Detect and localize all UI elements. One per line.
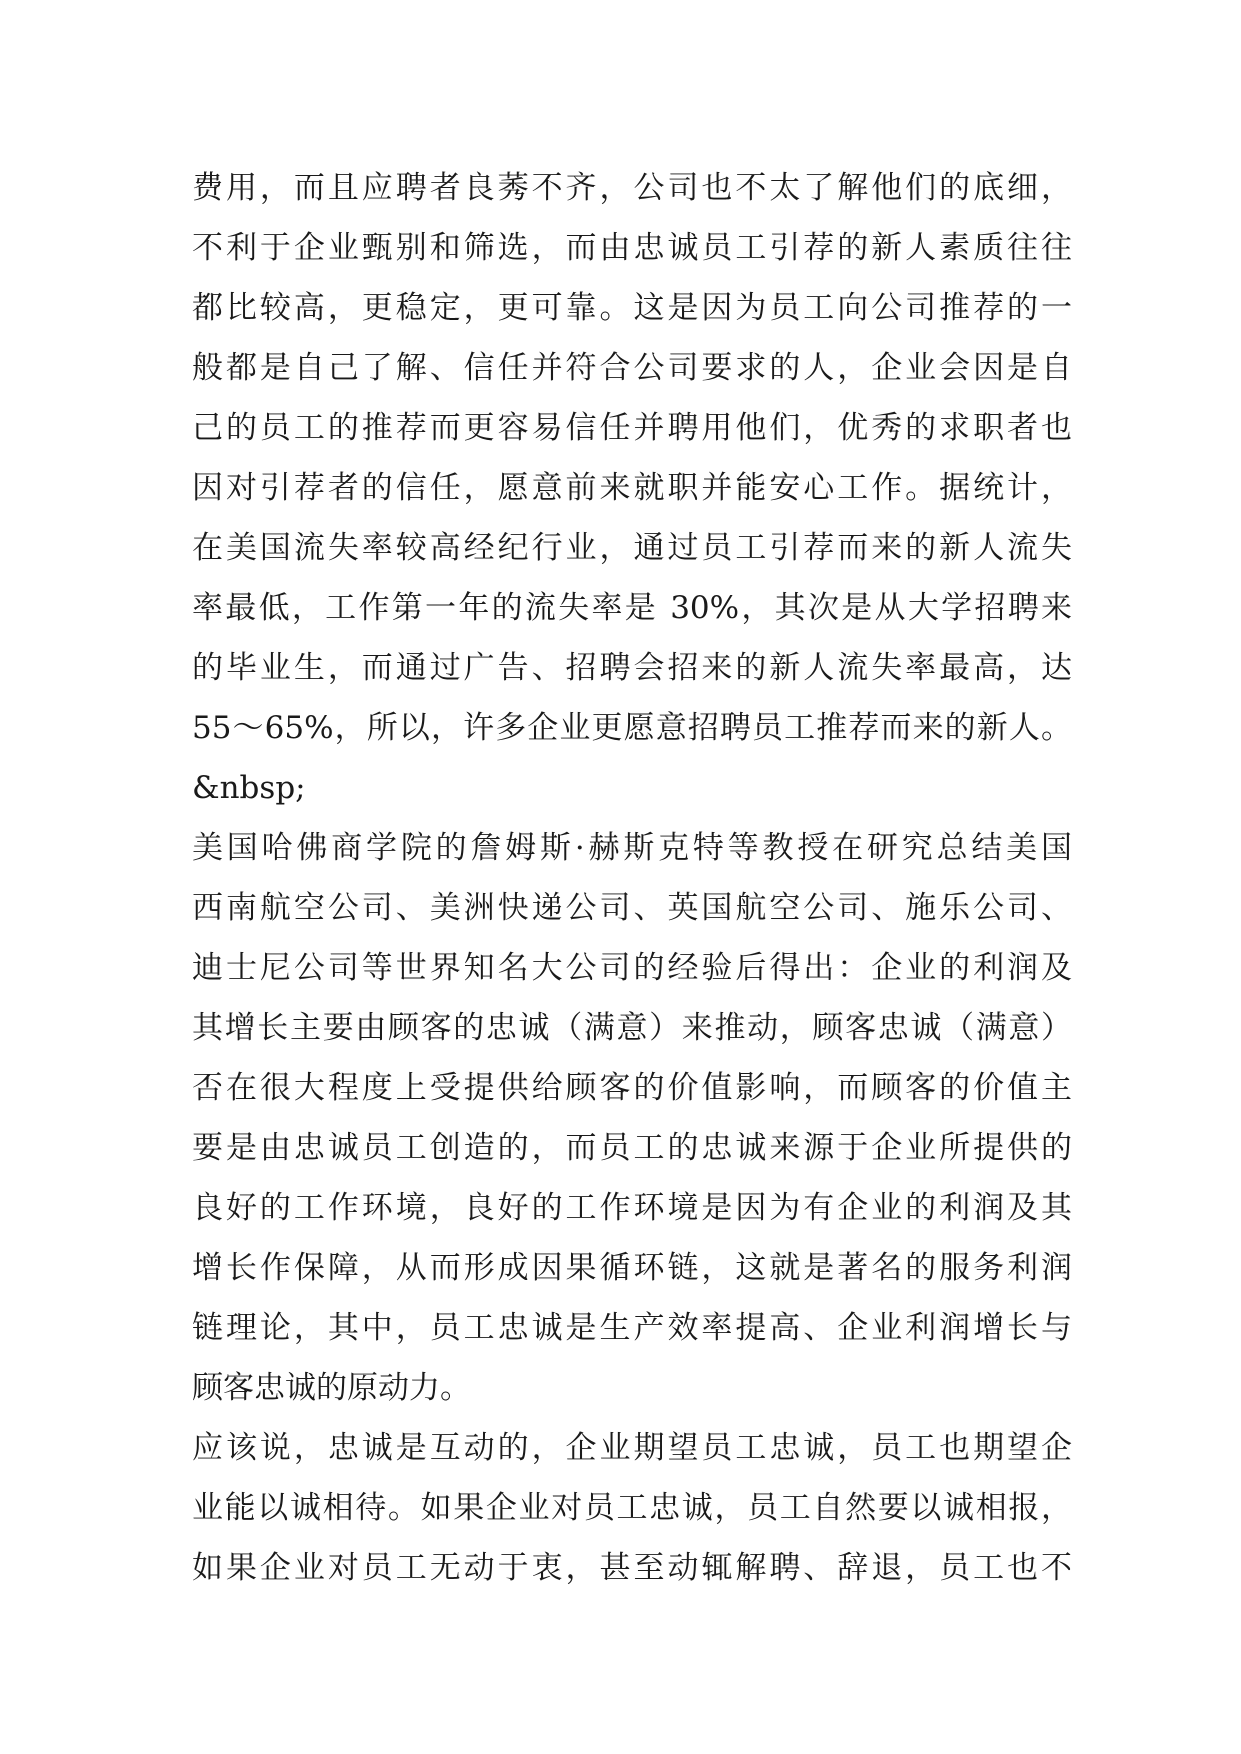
text-line: 般都是自己了解、信任并符合公司要求的人，企业会因是自 xyxy=(192,350,1072,386)
text-line: 要是由忠诚员工创造的，而员工的忠诚来源于企业所提供的 xyxy=(192,1130,1072,1166)
text-line: 在美国流失率较高经纪行业，通过员工引荐而来的新人流失 xyxy=(192,530,1072,566)
text-line: 链理论，其中，员工忠诚是生产效率提高、企业利润增长与 xyxy=(192,1310,1072,1346)
text-line: 良好的工作环境，良好的工作环境是因为有企业的利润及其 xyxy=(192,1190,1072,1226)
text-line: 如果企业对员工无动于衷，甚至动辄解聘、辞退，员工也不 xyxy=(192,1550,1072,1586)
text-line: 增长作保障，从而形成因果循环链，这就是著名的服务利润 xyxy=(192,1250,1072,1286)
text-line: 率最低，工作第一年的流失率是 30%，其次是从大学招聘来 xyxy=(192,590,1072,626)
text-line: 其增长主要由顾客的忠诚（满意）来推动，顾客忠诚（满意） xyxy=(192,1010,1072,1046)
text-line: &nbsp; xyxy=(192,770,306,806)
text-line: 应该说，忠诚是互动的，企业期望员工忠诚，员工也期望企 xyxy=(192,1430,1072,1466)
text-line: 美国哈佛商学院的詹姆斯·赫斯克特等教授在研究总结美国 xyxy=(192,830,1072,866)
text-line: 都比较高，更稳定，更可靠。这是因为员工向公司推荐的一 xyxy=(192,290,1072,326)
text-line: 业能以诚相待。如果企业对员工忠诚，员工自然要以诚相报， xyxy=(192,1490,1072,1526)
text-line: 55～65%，所以，许多企业更愿意招聘员工推荐而来的新人。 xyxy=(192,710,1072,746)
text-line: 迪士尼公司等世界知名大公司的经验后得出：企业的利润及 xyxy=(192,950,1072,986)
text-line: 的毕业生，而通过广告、招聘会招来的新人流失率最高，达 xyxy=(192,650,1072,686)
text-line: 己的员工的推荐而更容易信任并聘用他们，优秀的求职者也 xyxy=(192,410,1072,446)
text-line: 因对引荐者的信任，愿意前来就职并能安心工作。据统计， xyxy=(192,470,1072,506)
text-line: 费用，而且应聘者良莠不齐，公司也不太了解他们的底细， xyxy=(192,170,1072,206)
text-line: 不利于企业甄别和筛选，而由忠诚员工引荐的新人素质往往 xyxy=(192,230,1072,266)
text-line: 顾客忠诚的原动力。 xyxy=(192,1370,471,1406)
text-line: 否在很大程度上受提供给顾客的价值影响，而顾客的价值主 xyxy=(192,1070,1072,1106)
text-line: 西南航空公司、美洲快递公司、英国航空公司、施乐公司、 xyxy=(192,890,1072,926)
